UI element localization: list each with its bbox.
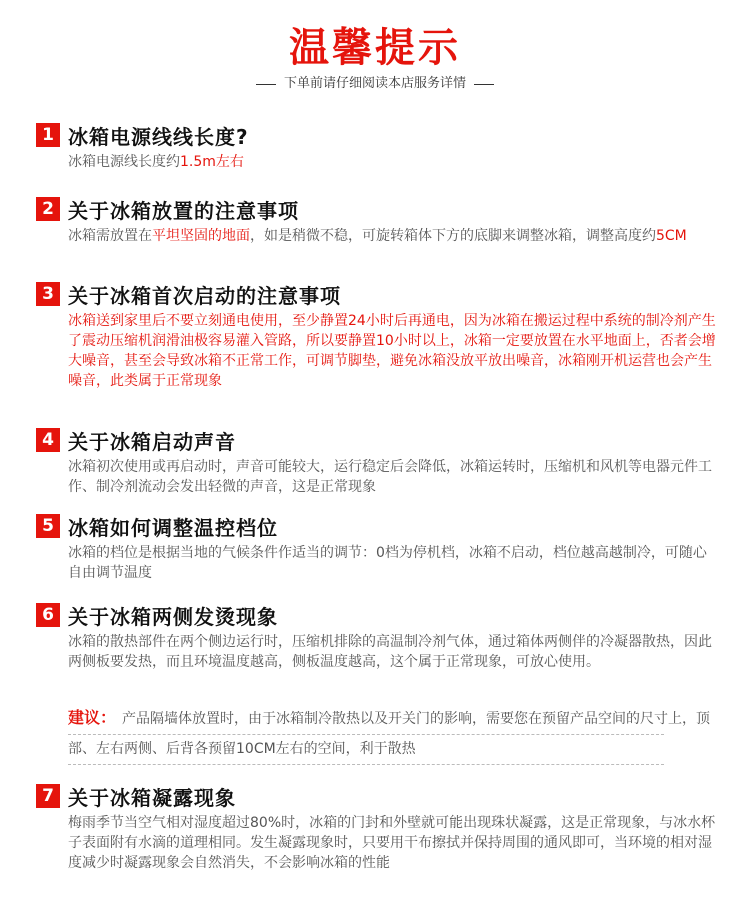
- section-7: [36, 781, 716, 873]
- advice-label: 建议：: [68, 708, 117, 727]
- section-body: 梅雨季节当空气相对湿度超过80%时，冰箱的门封和外壁就可能出现珠状凝露，这是正常现象，与冰水杯子表面附有水滴的道理相同。发生凝露现象时，只要用干布擦拭并保持周围的通风即可，当环境的相对湿度减少时凝露现象会自然消失，不会影响冰箱的性能: [68, 815, 716, 871]
- section-body: 冰箱初次使用或再启动时，声音可能较大，运行稳定后会降低，冰箱运转时，压缩机和风机等电器元件工作、制冷剂流动会发出轻微的声音，这是正常现象: [68, 459, 712, 495]
- section-body: 冰箱的档位是根据当地的气候条件作适当的调节：0档为停机档，冰箱不启动，档位越高越制冷，可随心自由调节温度: [68, 545, 707, 581]
- section-title: 关于冰箱两侧发烫现象: [68, 604, 278, 629]
- advice-text: 产品隔墙体放置时，由于冰箱制冷散热以及开关门的影响，需要您在预留产品空间的尺寸上，顶部、左右两侧、后背各预留10CM左右的空间，利于散热: [68, 711, 711, 757]
- body-text: 冰箱需放置在: [68, 228, 152, 244]
- section-2: [36, 194, 716, 246]
- body-text: 冰箱电源线长度约: [68, 154, 180, 170]
- highlight-text: 平坦坚固的地面: [152, 228, 250, 244]
- section-1: [36, 120, 716, 172]
- section-number-badge: 4: [36, 428, 60, 452]
- section-number-badge: 1: [36, 123, 60, 147]
- section-title: 冰箱电源线线长度?: [68, 124, 249, 149]
- section-3: [36, 279, 716, 391]
- section-6: [36, 600, 716, 672]
- section-5: [36, 511, 716, 583]
- section-number-badge: 5: [36, 514, 60, 538]
- section-body: [68, 152, 716, 172]
- section-body: 冰箱送到家里后不要立刻通电使用，至少静置24小时后再通电，因为冰箱在搬运过程中系统的制冷剂产生了震动压缩机润滑油极容易灌入管路，所以要静置10小时以上，冰箱一定要放置在水平地面上，否者会增大噪音，甚至会导致冰箱不正常工作，可调节脚垫，避免冰箱没放平放出噪音，冰箱刚开机运营也会产生噪音，此类属于正常现象: [68, 313, 716, 389]
- section-title: 关于冰箱凝露现象: [68, 785, 236, 810]
- divider-right: [474, 84, 494, 85]
- divider-left: [256, 84, 276, 85]
- dashed-divider: [68, 764, 664, 765]
- section-number-badge: 6: [36, 603, 60, 627]
- section-number-badge: 2: [36, 197, 60, 221]
- section-title: 关于冰箱首次启动的注意事项: [68, 283, 341, 308]
- page-subtitle: [0, 74, 750, 94]
- section-body: [68, 226, 716, 246]
- section-title: 关于冰箱放置的注意事项: [68, 198, 299, 223]
- body-text: ，如是稍微不稳，可旋转箱体下方的底脚来调整冰箱，调整高度约: [250, 228, 656, 244]
- page-title: 温馨提示: [289, 25, 461, 71]
- section-number-badge: 7: [36, 784, 60, 808]
- highlight-text: 1.5m左右: [180, 154, 244, 170]
- section-number-badge: 3: [36, 282, 60, 306]
- highlight-text: 5CM: [656, 228, 687, 244]
- section-title: 冰箱如何调整温控档位: [68, 515, 278, 540]
- subtitle-text: 下单前请仔细阅读本店服务详情: [283, 76, 466, 91]
- section-title: 关于冰箱启动声音: [68, 429, 236, 454]
- section-body: 冰箱的散热部件在两个侧边运行时，压缩机排除的高温制冷剂气体，通过箱体两侧伴的冷凝器散热，因此两侧板要发热，而且环境温度越高，侧板温度越高，这个属于正常现象，可放心使用。: [68, 634, 712, 670]
- section-4: [36, 425, 716, 497]
- dashed-divider: [68, 734, 664, 735]
